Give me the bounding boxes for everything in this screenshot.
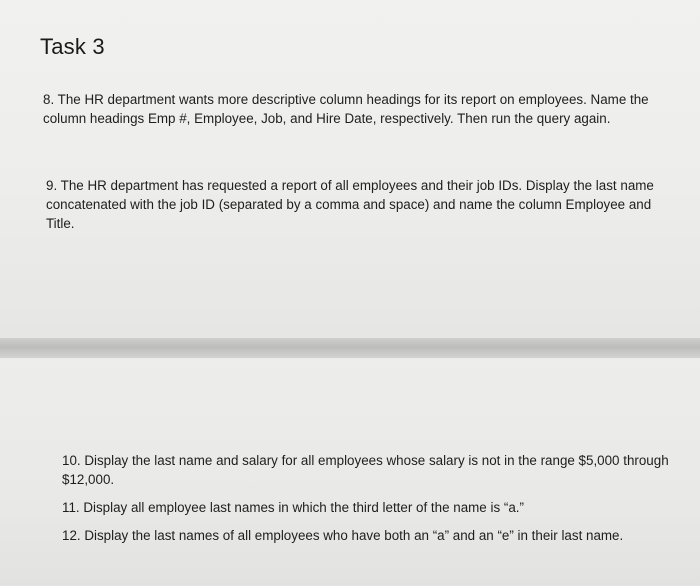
question-9: 9. The HR department has requested a report of all employees and their job IDs. Display the last name concatenated with the job ID (separated by a comma and space) and name the column Employee and Title.: [46, 178, 654, 231]
question-12: 12. Display the last names of all employees who have both an “a” and an “e” in their last name.: [62, 528, 624, 543]
question-8: 8. The HR department wants more descriptive column headings for its report on employees. Name the column headings Emp #, Employee, Job, and Hire Date, respectively. Then run the query again.: [43, 92, 649, 126]
task-title: Task 3: [40, 34, 105, 59]
question-10: 10. Display the last name and salary for all employees whose salary is not in the range $5,000 through $12,000.: [62, 453, 669, 487]
question-11: 11. Display all employee last names in which the third letter of the name is “a.”: [62, 500, 524, 515]
page-divider: [0, 338, 700, 358]
